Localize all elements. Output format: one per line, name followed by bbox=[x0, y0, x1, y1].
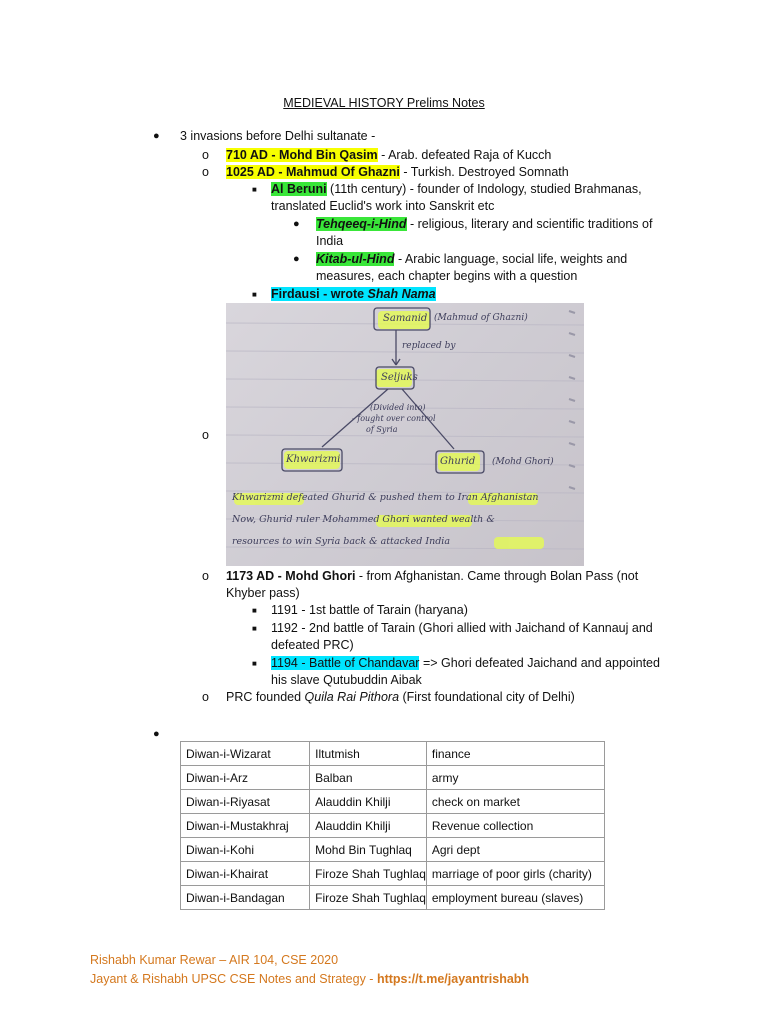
square-bullet: ■ bbox=[252, 606, 257, 615]
tarain-1: 1191 - 1st battle of Tarain (haryana) bbox=[271, 603, 468, 617]
function-cell: employment bureau (slaves) bbox=[426, 886, 604, 910]
table-row bbox=[181, 862, 605, 886]
invasion-2: 1025 AD - Mahmud Of Ghazni - Turkish. Destroyed Somnath bbox=[226, 165, 569, 179]
circle-bullet: o bbox=[202, 428, 209, 442]
alberuni-line1: Al Beruni (11th century) - founder of Indology, studied Brahmanas, bbox=[271, 182, 642, 196]
sketch-ghurid: Ghurid bbox=[440, 456, 476, 467]
chandavar-line2: his slave Qutubuddin Aibak bbox=[271, 673, 422, 687]
footer-author: Rishabh Kumar Rewar – AIR 104, CSE 2020 bbox=[90, 953, 339, 967]
ghori-line2: Khyber pass) bbox=[226, 586, 300, 600]
kitab-line1: Kitab-ul-Hind - Arabic language, social life, weights and bbox=[316, 252, 628, 266]
square-bullet: ■ bbox=[252, 659, 257, 668]
tarain-2-line1: 1192 - 2nd battle of Tarain (Ghori allied with Jaichand of Kannauj and bbox=[271, 621, 653, 635]
table-row bbox=[181, 886, 605, 910]
sketch-khwarizmi: Khwarizmi bbox=[286, 454, 341, 465]
function-cell: Agri dept bbox=[426, 838, 604, 862]
ruler-cell: Balban bbox=[310, 766, 427, 790]
circle-bullet: o bbox=[202, 569, 209, 583]
sketch-branch-note2: - fought over control bbox=[352, 414, 436, 423]
handwritten-sketch-photo bbox=[226, 303, 584, 566]
ruler-cell: Iltutmish bbox=[310, 742, 427, 766]
circle-bullet: o bbox=[202, 690, 209, 704]
ruler-cell: Alauddin Khilji bbox=[310, 814, 427, 838]
bullet-dot: ● bbox=[293, 218, 300, 230]
sketch-samanid: Samanid bbox=[383, 313, 428, 324]
tehqeeq-line2: India bbox=[316, 234, 344, 248]
function-cell: army bbox=[426, 766, 604, 790]
table-row bbox=[181, 838, 605, 862]
chandavar-line1: 1194 - Battle of Chandavar => Ghori defeated Jaichand and appointed bbox=[271, 656, 660, 670]
telegram-link[interactable]: https://t.me/jayantrishabh bbox=[376, 972, 530, 986]
department-cell: Diwan-i-Khairat bbox=[181, 862, 310, 886]
bullet-dot: ● bbox=[293, 253, 300, 265]
ruler-cell: Mohd Bin Tughlaq bbox=[310, 838, 427, 862]
function-cell: marriage of poor girls (charity) bbox=[426, 862, 604, 886]
sketch-replaced-by: replaced by bbox=[402, 341, 456, 351]
function-cell: Revenue collection bbox=[426, 814, 604, 838]
sketch-line3: resources to win Syria back & attacked India bbox=[232, 536, 450, 547]
footer-credit: Jayant & Rishabh UPSC CSE Notes and Strategy - https://t.me/jayantrishabh bbox=[90, 972, 530, 986]
alberuni-line2: translated Euclid's work into Sanskrit etc bbox=[271, 199, 495, 213]
square-bullet: ■ bbox=[252, 185, 257, 194]
invasion-1: 710 AD - Mohd Bin Qasim - Arab. defeated Raja of Kucch bbox=[226, 148, 552, 162]
sketch-line2: Now, Ghurid ruler Mohammed Ghori wanted wealth & bbox=[232, 514, 495, 525]
intro-text: 3 invasions before Delhi sultanate - bbox=[180, 129, 376, 143]
department-cell: Diwan-i-Wizarat bbox=[181, 742, 310, 766]
function-cell: check on market bbox=[426, 790, 604, 814]
table-row bbox=[181, 790, 605, 814]
department-cell: Diwan-i-Mustakhraj bbox=[181, 814, 310, 838]
square-bullet: ■ bbox=[252, 290, 257, 299]
department-cell: Diwan-i-Riyasat bbox=[181, 790, 310, 814]
table-row bbox=[181, 766, 605, 790]
department-cell: Diwan-i-Bandagan bbox=[181, 886, 310, 910]
sketch-samanid-note: (Mahmud of Ghazni) bbox=[434, 313, 528, 323]
prc-line: PRC founded Quila Rai Pithora (First foundational city of Delhi) bbox=[226, 690, 575, 704]
tehqeeq-line1: Tehqeeq-i-Hind - religious, literary and scientific traditions of bbox=[316, 217, 653, 231]
sketch-ghurid-note: (Mohd Ghori) bbox=[492, 457, 554, 467]
sketch-branch-note3: of Syria bbox=[366, 425, 398, 434]
bullet-dot: ● bbox=[153, 130, 160, 142]
tarain-2-line2: defeated PRC) bbox=[271, 638, 354, 652]
circle-bullet: o bbox=[202, 165, 209, 179]
circle-bullet: o bbox=[202, 148, 209, 162]
firdausi-line: Firdausi - wrote Shah Nama bbox=[271, 287, 436, 301]
ruler-cell: Alauddin Khilji bbox=[310, 790, 427, 814]
bullet-dot: ● bbox=[153, 728, 160, 740]
ruler-cell: Firoze Shah Tughlaq bbox=[310, 862, 427, 886]
function-cell: finance bbox=[426, 742, 604, 766]
ruler-cell: Firoze Shah Tughlaq bbox=[310, 886, 427, 910]
square-bullet: ■ bbox=[252, 624, 257, 633]
ghori-line1: 1173 AD - Mohd Ghori - from Afghanistan. Came through Bolan Pass (not bbox=[226, 569, 639, 583]
diwan-table bbox=[180, 741, 605, 910]
department-cell: Diwan-i-Arz bbox=[181, 766, 310, 790]
table-row bbox=[181, 742, 605, 766]
sketch-branch-note1: (Divided into) bbox=[370, 403, 426, 412]
table-row bbox=[181, 814, 605, 838]
sketch-line1: Khwarizmi defeated Ghurid & pushed them to Iran Afghanistan bbox=[232, 492, 539, 503]
page-title: MEDIEVAL HISTORY Prelims Notes bbox=[283, 96, 485, 110]
sketch-seljuks: Seljuks bbox=[381, 372, 418, 383]
department-cell: Diwan-i-Kohi bbox=[181, 838, 310, 862]
kitab-line2: measures, each chapter begins with a question bbox=[316, 269, 578, 283]
